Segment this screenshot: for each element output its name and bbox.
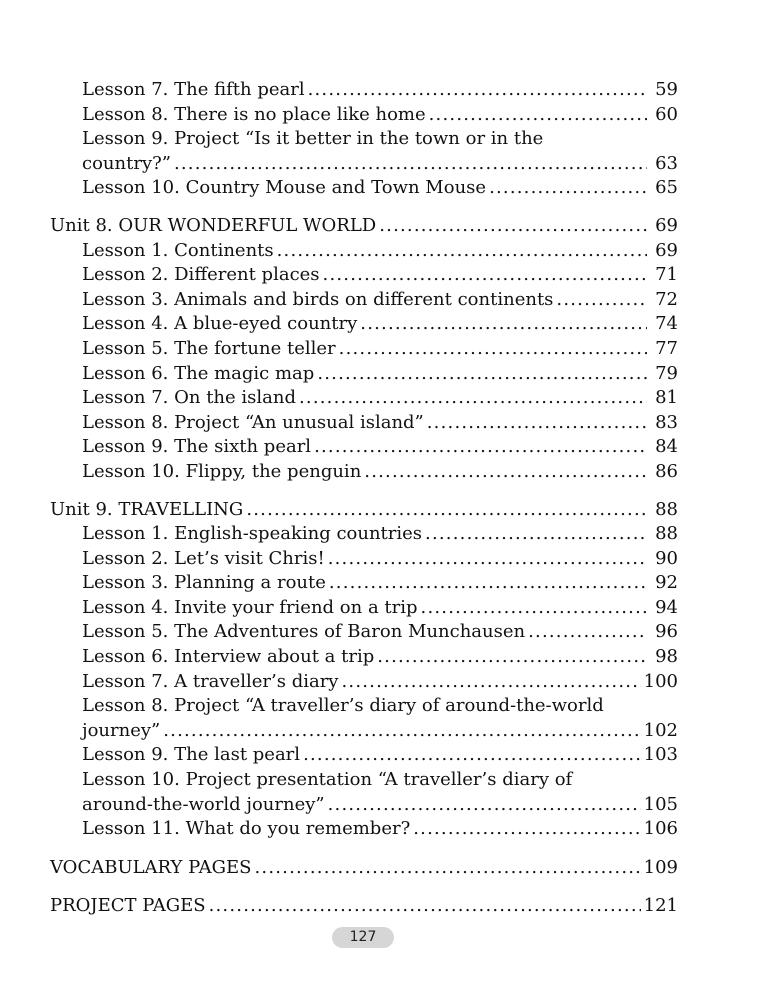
toc-entry-title: Lesson 10. Flippy, the penguin — [82, 460, 362, 482]
toc-entry-title: Lesson 10. Country Mouse and Town Mouse — [82, 177, 487, 199]
toc-unit-entry[interactable] — [50, 498, 678, 523]
toc-entry[interactable] — [50, 411, 678, 436]
toc-entry[interactable] — [50, 670, 678, 695]
dot-leader — [277, 239, 647, 264]
toc-entry-title: Lesson 6. Interview about a trip — [82, 646, 375, 668]
toc-entry-page: 103 — [643, 744, 678, 766]
dot-leader — [413, 817, 640, 842]
toc-entry-page: 96 — [655, 621, 678, 643]
toc-entry-page: 100 — [643, 670, 678, 692]
toc-entry-page: 90 — [655, 547, 678, 569]
toc-entry-title-line1[interactable]: Lesson 10. Project presentation “A traveller’s diary of — [82, 769, 573, 791]
toc-unit-entry[interactable] — [50, 214, 678, 239]
toc-entry[interactable] — [50, 571, 678, 596]
toc-entry-page: 81 — [655, 387, 678, 409]
dot-leader — [246, 498, 647, 523]
toc-entry-page: 77 — [655, 337, 678, 359]
dot-leader — [364, 460, 647, 485]
toc-entry[interactable] — [50, 719, 678, 744]
toc-entry-page: 102 — [643, 719, 678, 741]
toc-entry-title: Lesson 5. The fortune teller — [82, 337, 336, 359]
toc-entry[interactable] — [50, 645, 678, 670]
toc-entry[interactable] — [50, 239, 678, 264]
toc-entry[interactable] — [50, 620, 678, 645]
dot-leader — [341, 670, 640, 695]
toc-entry[interactable] — [50, 152, 678, 177]
toc-entry-title: Lesson 9. The last pearl — [82, 744, 301, 766]
dot-leader — [254, 856, 640, 881]
dot-leader — [429, 103, 647, 128]
toc-entry[interactable] — [50, 817, 678, 842]
toc-entry-title-line1[interactable]: Lesson 9. Project “Is it better in the town or in the — [82, 128, 544, 150]
toc-entry-page: 59 — [655, 79, 678, 100]
toc-entry[interactable] — [50, 522, 678, 547]
toc-entry-title: Lesson 6. The magic map — [82, 362, 315, 384]
toc-entry[interactable] — [50, 337, 678, 362]
dot-leader — [377, 645, 647, 670]
dot-leader — [489, 176, 647, 201]
dot-leader — [328, 793, 641, 818]
toc-entry-page: 86 — [655, 460, 678, 482]
toc-entry-page: 63 — [655, 152, 678, 174]
toc-entry-title: Lesson 7. A traveller’s diary — [82, 670, 339, 692]
dot-leader — [328, 547, 647, 572]
toc-entry-page: 72 — [655, 288, 678, 310]
toc-entry-page: 88 — [655, 498, 678, 520]
toc-entry-page: 98 — [655, 646, 678, 668]
toc-entry-page: 83 — [655, 411, 678, 433]
toc-entry[interactable] — [50, 176, 678, 201]
toc-entry-page: 84 — [655, 436, 678, 458]
toc-entry-title: Lesson 1. Continents — [82, 239, 274, 261]
toc-entry-title: Lesson 1. English-speaking countries — [82, 523, 423, 545]
toc-entry-page: 121 — [643, 895, 678, 917]
toc-entry-title: Lesson 3. Animals and birds on different continents — [82, 288, 554, 310]
toc-entry[interactable] — [50, 547, 678, 572]
toc-section-entry[interactable] — [50, 894, 678, 919]
toc-entry-page: 69 — [655, 239, 678, 261]
dot-leader — [308, 78, 647, 103]
dot-leader — [421, 596, 647, 621]
toc-unit-title: Unit 9. TRAVELLING — [50, 498, 244, 520]
dot-leader — [425, 522, 647, 547]
dot-leader — [556, 288, 647, 313]
toc-entry-page: 105 — [643, 793, 678, 815]
toc-entry[interactable] — [50, 288, 678, 313]
page-number-badge: 127 — [332, 927, 394, 948]
toc-entry-page: 69 — [655, 214, 678, 236]
dot-leader — [329, 571, 647, 596]
toc-entry-title: country?” — [82, 152, 171, 174]
toc-section-entry[interactable] — [50, 856, 678, 881]
toc-entry[interactable] — [50, 103, 678, 128]
toc-entry[interactable] — [50, 263, 678, 288]
toc-entry-page: 65 — [655, 177, 678, 199]
toc-entry[interactable] — [50, 793, 678, 818]
dot-leader — [314, 435, 647, 460]
dot-leader — [427, 411, 647, 436]
toc-entry-title: Lesson 7. On the island — [82, 387, 296, 409]
toc-unit-title: Unit 8. OUR WONDERFUL WORLD — [50, 214, 377, 236]
toc-entry-page: 74 — [655, 313, 678, 335]
toc-entry[interactable] — [50, 460, 678, 485]
toc-entry-title: Lesson 11. What do you remember? — [82, 818, 411, 840]
dot-leader — [379, 214, 647, 239]
toc-entry-page: 109 — [643, 856, 678, 878]
toc-entry-title: Lesson 8. Project “An unusual island” — [82, 411, 424, 433]
dot-leader — [360, 312, 647, 337]
toc-entry-title: Lesson 2. Let’s visit Chris! — [82, 547, 325, 569]
toc-entry-page: 106 — [643, 818, 678, 840]
dot-leader — [209, 894, 641, 919]
toc-entry-page: 79 — [655, 362, 678, 384]
toc-entry-page: 94 — [655, 596, 678, 618]
toc-entry-title-line1[interactable]: Lesson 8. Project “A traveller’s diary of around-the-world — [82, 695, 604, 717]
toc-entry-title: Lesson 2. Different places — [82, 264, 320, 286]
toc-entry-title: journey” — [82, 719, 161, 741]
toc-entry-title: Lesson 9. The sixth pearl — [82, 436, 312, 458]
toc-entry[interactable] — [50, 743, 678, 768]
dot-leader — [303, 743, 641, 768]
dot-leader — [163, 719, 640, 744]
dot-leader — [323, 263, 647, 288]
toc-section-title: PROJECT PAGES — [50, 895, 206, 917]
toc-entry-title: Lesson 7. The fifth pearl — [82, 79, 305, 100]
toc-entry[interactable] — [50, 596, 678, 621]
toc-entry[interactable] — [50, 362, 678, 387]
toc-entry[interactable] — [50, 435, 678, 460]
toc-entry[interactable] — [50, 386, 678, 411]
dot-leader — [299, 386, 647, 411]
toc-entry-page: 88 — [655, 523, 678, 545]
toc-entry-title: Lesson 3. Planning a route — [82, 572, 326, 594]
dot-leader — [528, 620, 647, 645]
dot-leader — [317, 362, 647, 387]
toc-entry-title: Lesson 4. A blue-eyed country — [82, 313, 358, 335]
toc-entry-title: Lesson 5. The Adventures of Baron Munchausen — [82, 621, 526, 643]
toc-entry-title: Lesson 4. Invite your friend on a trip — [82, 596, 418, 618]
toc-entry-page: 60 — [655, 103, 678, 125]
toc-entry[interactable] — [50, 78, 678, 103]
toc-section-title: VOCABULARY PAGES — [50, 856, 252, 878]
toc-entry[interactable] — [50, 312, 678, 337]
dot-leader — [174, 152, 647, 177]
dot-leader — [339, 337, 647, 362]
toc-entry-title: around-the-world journey” — [82, 793, 325, 815]
toc-entry-page: 92 — [655, 572, 678, 594]
toc-entry-page: 71 — [655, 264, 678, 286]
toc-entry-title: Lesson 8. There is no place like home — [82, 103, 426, 125]
table-of-contents — [50, 78, 678, 919]
